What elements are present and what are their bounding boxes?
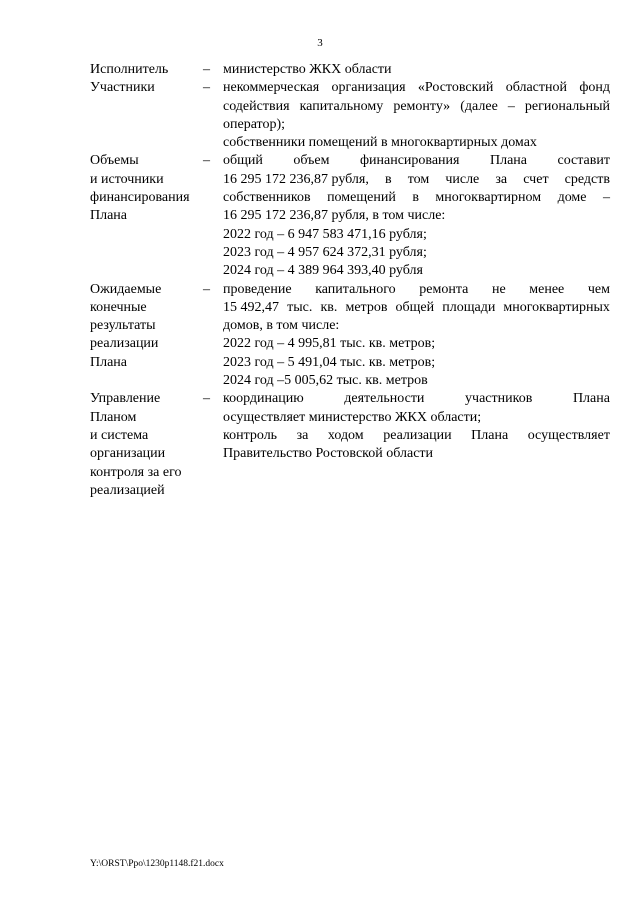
label-line: Планом: [90, 409, 137, 425]
value-word: Плана: [572, 391, 610, 407]
value-word: ремонта: [419, 281, 469, 297]
value-word: «Ростовский: [417, 80, 494, 96]
passport-row-participants: [90, 79, 610, 152]
value-word: 16 295 172 236,87 рубля,: [223, 171, 369, 187]
value-word: финансирования: [359, 153, 460, 169]
label-line: финансирования: [90, 190, 190, 206]
value-word: министерство ЖКХ области: [223, 62, 392, 77]
value-word: участников: [465, 391, 533, 407]
value-line: [223, 171, 610, 189]
label-line: Ожидаемые: [90, 281, 162, 297]
label-line: реализацией: [90, 482, 165, 498]
passport-row-management: [90, 390, 610, 500]
value-word: числе: [445, 171, 480, 187]
value-word: многоквартирном: [435, 190, 542, 206]
label-line: Плана: [90, 208, 128, 224]
value-word: кв.: [320, 299, 338, 315]
value-word: проведение: [223, 281, 292, 297]
value-line: [223, 152, 610, 170]
value-word: за: [296, 427, 309, 443]
passport-row-value: [223, 79, 610, 152]
value-line: [223, 281, 610, 299]
value-line: [223, 390, 610, 408]
value-line: [223, 116, 610, 134]
label-line: контроля за его: [90, 464, 182, 480]
value-word: Плана: [489, 153, 527, 169]
label-line: Участники: [90, 80, 155, 96]
value-word: осуществляет министерство ЖКХ области;: [223, 409, 482, 425]
dash-separator: –: [203, 281, 210, 297]
value-word: областной: [505, 80, 567, 96]
value-word: общей: [395, 299, 435, 315]
passport-row-value: [223, 281, 610, 391]
label-line: организации: [90, 446, 166, 462]
value-word: не: [491, 281, 506, 297]
dash-separator: –: [203, 153, 210, 169]
file-path-footer: Y:\ORST\Ppo\1230p1148.f21.docx: [90, 859, 224, 869]
value-word: организация: [331, 80, 406, 96]
value-line: [223, 262, 610, 280]
value-word: деятельности: [344, 391, 425, 407]
value-line: [223, 317, 610, 335]
value-line: [223, 335, 610, 353]
value-line: [223, 244, 610, 262]
passport-row-label: [90, 390, 203, 500]
value-word: доме: [557, 190, 587, 206]
value-word: менее: [529, 281, 565, 297]
label-line: и источники: [90, 171, 164, 187]
value-word: 2024 год –5 005,62 тыс. кв. метров: [223, 373, 428, 389]
value-line: [223, 427, 610, 445]
passport-row-funding: [90, 152, 610, 280]
value-word: –: [507, 98, 515, 114]
value-line: [223, 409, 610, 427]
value-word: –: [602, 190, 610, 206]
label-line: конечные: [90, 299, 147, 315]
value-word: ходом: [327, 427, 364, 443]
label-line: результаты: [90, 318, 156, 334]
value-word: ремонту»: [393, 98, 451, 114]
value-line: [223, 61, 610, 79]
value-word: собственники помещений в многоквартирных домах: [223, 135, 537, 151]
value-word: общий: [223, 153, 263, 169]
passport-row-value: [223, 152, 610, 280]
value-word: некоммерческая: [223, 80, 320, 96]
value-word: 2022 год – 6 947 583 471,16 рубля;: [223, 226, 427, 242]
value-word: помещений: [327, 190, 396, 206]
value-word: в: [384, 171, 392, 187]
passport-row-value: [223, 61, 610, 79]
label-line: и система: [90, 427, 149, 443]
passport-row-label: [90, 152, 203, 225]
value-line: [223, 79, 610, 97]
value-word: (далее: [460, 98, 498, 114]
value-word: 2022 год – 4 995,81 тыс. кв. метров;: [223, 336, 436, 352]
passport-row-label: [90, 61, 203, 79]
value-word: средств: [564, 171, 610, 187]
dash-separator: –: [203, 391, 210, 407]
dash-separator: –: [203, 80, 210, 96]
value-word: 16 295 172 236,87 рубля, в том числе:: [223, 208, 446, 224]
value-word: оператор);: [223, 116, 286, 132]
value-line: [223, 226, 610, 244]
value-word: многоквартирных: [503, 299, 610, 315]
value-word: составит: [557, 153, 610, 169]
value-word: 2024 год – 4 389 964 393,40 рубля: [223, 263, 423, 279]
value-word: площади: [442, 299, 496, 315]
value-word: осуществляет: [527, 427, 610, 443]
value-word: собственников: [223, 190, 311, 206]
dash-separator: –: [203, 62, 210, 77]
value-word: реализации: [383, 427, 452, 443]
label-line: Объемы: [90, 153, 139, 169]
label-line: Управление: [90, 391, 161, 407]
value-word: региональный: [524, 98, 610, 114]
value-line: [223, 354, 610, 372]
value-word: Правительство Ростовской области: [223, 446, 434, 462]
value-word: чем: [587, 281, 610, 297]
value-word: метров: [345, 299, 388, 315]
passport-row-label: [90, 79, 203, 97]
passport-row-executor: [90, 61, 610, 79]
value-line: [223, 98, 610, 116]
page-number: 3: [317, 37, 323, 49]
value-word: объем: [293, 153, 330, 169]
value-word: за: [495, 171, 508, 187]
value-word: 2023 год – 4 957 624 372,31 рубля;: [223, 244, 427, 260]
value-word: 15 492,47: [223, 299, 279, 315]
value-line: [223, 372, 610, 390]
passport-row-value: [223, 390, 610, 463]
value-word: контроль: [223, 427, 278, 443]
value-word: капитальному: [299, 98, 384, 114]
label-line: Плана: [90, 354, 128, 370]
value-line: [223, 299, 610, 317]
plan-passport-table: [90, 61, 610, 500]
value-word: 2023 год – 5 491,04 тыс. кв. метров;: [223, 354, 436, 370]
value-line: [223, 189, 610, 207]
value-word: тыс.: [287, 299, 313, 315]
value-word: Плана: [471, 427, 509, 443]
passport-row-expected-results: [90, 281, 610, 391]
label-line: реализации: [90, 336, 159, 352]
value-word: счет: [523, 171, 549, 187]
value-word: координацию: [223, 391, 304, 407]
passport-row-label: [90, 281, 203, 372]
value-word: в: [412, 190, 419, 206]
label-line: Исполнитель: [90, 62, 169, 77]
value-word: домов, в том числе:: [223, 318, 340, 334]
value-line: [223, 445, 610, 463]
value-word: капитального: [315, 281, 396, 297]
value-line: [223, 134, 610, 152]
value-line: [223, 207, 610, 225]
value-word: содействия: [223, 98, 290, 114]
value-word: фонд: [579, 80, 610, 96]
value-word: том: [407, 171, 430, 187]
